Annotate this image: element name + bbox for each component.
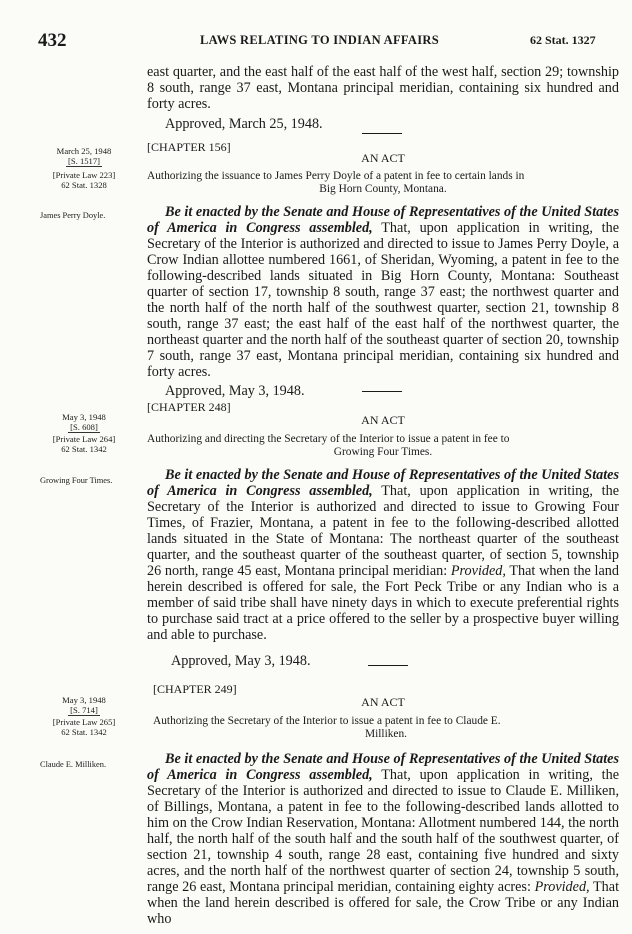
act-heading: AN ACT (361, 151, 405, 165)
margin-note-date: May 3, 1948 [S. 714] (62, 695, 106, 715)
running-title: LAWS RELATING TO INDIAN AFFAIRS (200, 33, 439, 47)
continuation-block (147, 64, 619, 132)
margin-note-law: [Private Law 223] 62 Stat. 1328 (52, 170, 116, 190)
act-heading: AN ACT (361, 695, 405, 709)
enacting-clause (147, 204, 619, 380)
approval-line: Approved, May 3, 1948. (171, 653, 311, 669)
section-rule (362, 133, 402, 134)
act-purpose: Authorizing the issuance to James Perry Doyle of a patent in fee to certain lands in Big Horn County, Montana. (147, 170, 525, 195)
section-rule (362, 391, 402, 392)
act-body: That, upon application in writing, the Secretary of the Interior is authorized and directed to issue to Claude E. Milliken, of Billings, Montana, a patent in fee to the following-described lands allotted to him on the Crow Indian Reservation, Montana: Allotment numbered 144, the north half, the north half of the south half and the south half of the southwest quarter, of section 21, township 4 south, range 28 east, containing five hundred and sixty acres, and the north half of the northwest quarter of section 24, township 5 south, range 26 east, Montana principal meridian, containing eighty acres: (147, 767, 620, 895)
chapter-248 (147, 399, 619, 669)
act-heading: AN ACT (361, 413, 405, 427)
act-body-proviso: That when the land herein described is offered for sale, the Fort Peck Tribe or any Indian who is a member of said tribe shall have ninety days in which to execute preferential rights to purchase said tract at a price offered to the seller by a prospective buyer willing and able to purchase. (147, 563, 619, 643)
act-purpose: Authorizing and directing the Secretary of the Interior to issue a patent in fee to Growing Four Times. (147, 433, 510, 458)
section-rule (368, 665, 408, 666)
chapter-249 (147, 681, 619, 927)
act-body-proviso: That when the land herein described is offered for sale, the Crow Tribe or any Indian who (147, 879, 620, 927)
chapter-heading: [CHAPTER 156] (147, 140, 231, 154)
chapter-heading: [CHAPTER 249] (153, 682, 237, 696)
chapter-heading: [CHAPTER 248] (147, 400, 231, 414)
margin-note-date: March 25, 1948 [S. 1517] (56, 146, 112, 166)
approval-line: Approved, March 25, 1948. (165, 116, 323, 132)
chapter-156 (147, 139, 619, 399)
page-number: 432 (38, 30, 67, 51)
act-body: That, upon application in writing, the Secretary of the Interior is authorized and directed to issue to James Perry Doyle, a Crow Indian allottee numbered 1661, of Sheridan, Wyoming, a patent in fee to the following-described lands situated in Big Horn County, Montana: Southeast quarter of section 17, township 8 south, range 37 east; the northwest quarter and the north half of the north half of the southwest quarter, section 21, township 8 south, range 37 east; the east half of the east half of the northwest quarter, the northeast quarter and the north half of the southeast quarter of section 20, township 7 south, range 37 east, Montana principal meridian, containing six hundred and forty acres. (147, 220, 620, 380)
enacting-formula: Be it enacted by the Senate and House of Representatives of the United States of America in Congress assembled, (147, 467, 619, 499)
statute-citation: 62 Stat. 1327 (530, 33, 596, 47)
margin-note-name: James Perry Doyle. (40, 211, 106, 220)
running-header (0, 30, 632, 50)
margin-note-name: Claude E. Milliken. (40, 760, 107, 769)
proviso-word: Provided, (450, 563, 506, 579)
enacting-clause (147, 751, 619, 927)
margin-note-law: [Private Law 264] 62 Stat. 1342 (52, 434, 116, 454)
margin-note-law: [Private Law 265] 62 Stat. 1342 (52, 717, 116, 737)
proviso-word: Provided, (534, 879, 590, 895)
act-purpose: Authorizing the Secretary of the Interior to issue a patent in fee to Claude E. Milliken. (153, 715, 501, 740)
margin-note-date: May 3, 1948 [S. 608] (62, 412, 106, 432)
enacting-clause (147, 467, 619, 643)
approval-line: Approved, May 3, 1948. (165, 383, 305, 399)
act-body: That, upon application in writing, the Secretary of the Interior is authorized and directed to issue to Growing Four Times, of Frazier, Montana, a patent in fee to the following-described allotted lands situated in the State of Montana: The northeast quarter of the southeast quarter, and the southeast quarter of the southeast quarter, of section 5, township 26 north, range 45 east, Montana principal meridian: (147, 483, 620, 579)
margin-note-name: Growing Four Times. (40, 476, 113, 485)
enacting-formula: Be it enacted by the Senate and House of Representatives of the United States of America in Congress assembled, (147, 204, 619, 236)
enacting-formula: Be it enacted by the Senate and House of Representatives of the United States of America in Congress assembled, (147, 751, 619, 783)
continuation-text: east quarter, and the east half of the east half of the west half, section 29; township 8 south, range 37 east, Montana principal meridian, containing six hundred and forty acres. (147, 64, 619, 112)
